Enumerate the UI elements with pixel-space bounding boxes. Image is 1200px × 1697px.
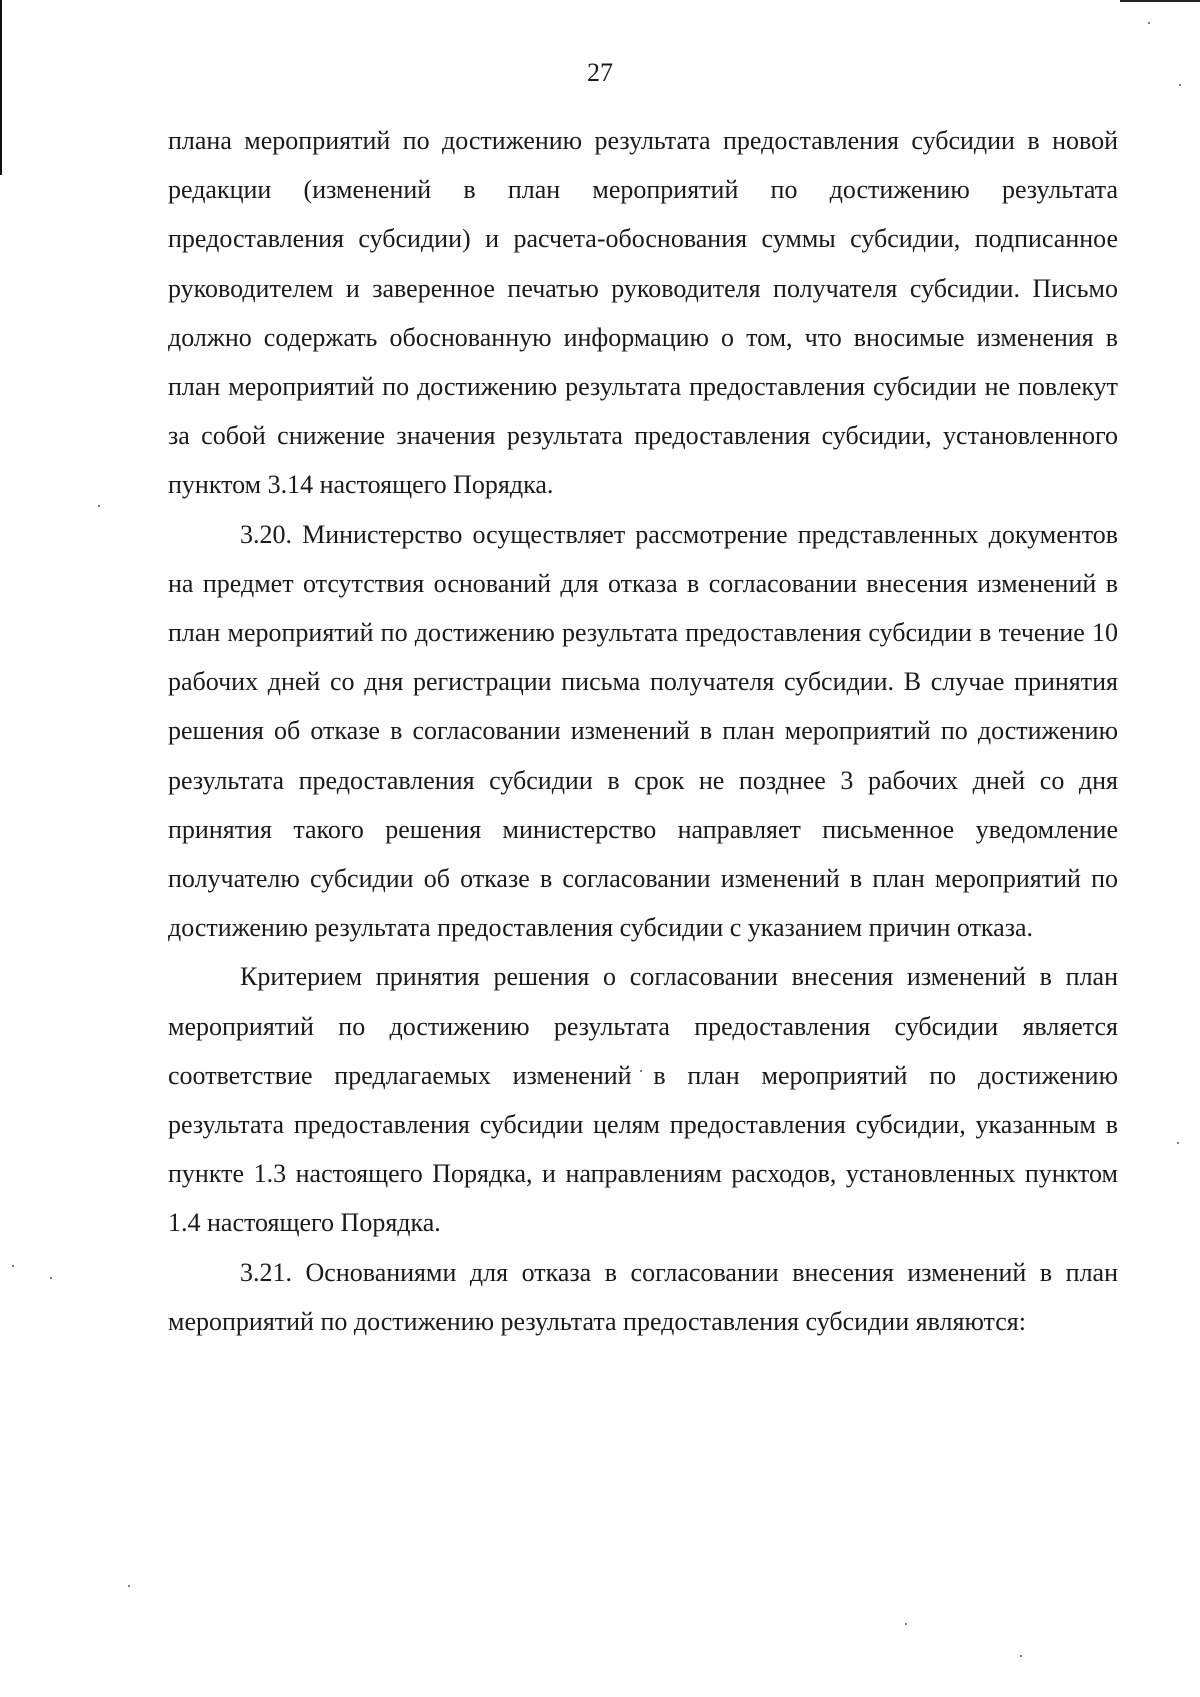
paragraph-3-20: 3.20. Министерство осуществляет рассмотрение представленных документов на предмет отсутствия оснований для отказа в согласовании внесения изменений в план мероприятий по достижению результата предоставления субсидии в течение 10 рабочих дней со дня регистрации письма получателя субсидии. В случае принятия решения об отказе в согласовании изменений в план мероприятий по достижению результата предоставления субсидии в срок не позднее 3 рабочих дней со дня принятия такого решения министерство направляет письменное уведомление получателю субсидии об отказе в согласовании изменений в план мероприятий по достижению результата предоставления субсидии с указанием причин отказа. xyxy=(168,519,1118,943)
scan-speck xyxy=(1177,1142,1179,1144)
page-number: 27 xyxy=(587,58,613,87)
scan-speck xyxy=(1020,1655,1022,1657)
paragraph-continuation: плана мероприятий по достижению результата предоставления субсидии в новой редакции (изменений в план мероприятий по достижению результата предоставления субсидии) и расчета-обоснования суммы субсидии, подписанное руководителем и заверенное печатью руководителя получателя субсидии. Письмо должно содержать обоснованную информацию о том, что вносимые изменения в план мероприятий по достижению результата предоставления субсидии не повлекут за собой снижение значения результата предоставления субсидии, установленного пунктом 3.14 настоящего Порядка. xyxy=(168,126,1118,500)
scan-speck xyxy=(1148,22,1150,24)
paragraph-3-21: 3.21. Основаниями для отказа в согласовании внесения изменений в план мероприятий по достижению результата предоставления субсидии являются: xyxy=(168,1257,1118,1336)
scan-speck xyxy=(50,1277,52,1279)
scan-speck xyxy=(98,505,100,507)
scan-speck xyxy=(905,1623,907,1625)
paragraph-criterion: Критерием принятия решения о согласовании внесения изменений в план мероприятий по достижению результата предоставления субсидии является соответствие предлагаемых изменений в план мероприятий по достижению результата предоставления субсидии целям предоставления субсидии, указанным в пункте 1.3 настоящего Порядка, и направлениям расходов, установленных пунктом 1.4 настоящего Порядка. xyxy=(168,962,1118,1238)
scan-edge-mark-top-right xyxy=(1120,0,1200,2)
scan-speck xyxy=(128,1585,130,1587)
document-body xyxy=(168,116,1118,1346)
scan-speck xyxy=(12,1265,14,1267)
